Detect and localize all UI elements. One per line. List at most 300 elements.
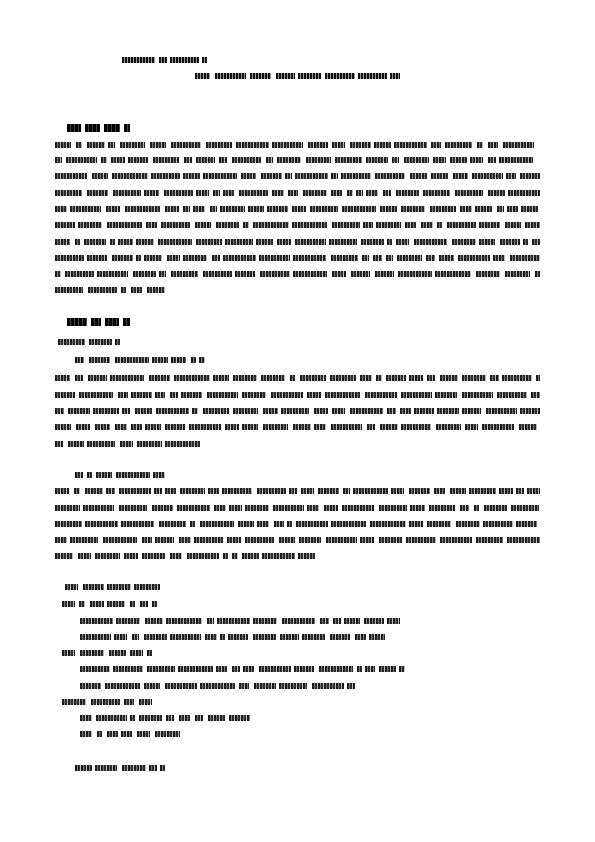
illegible-word — [520, 173, 540, 179]
list-heading-line — [75, 764, 165, 772]
illegible-word — [121, 731, 132, 737]
illegible-word — [87, 142, 105, 148]
illegible-word — [314, 408, 328, 414]
illegible-word — [156, 408, 189, 414]
illegible-word — [213, 190, 220, 196]
section-heading — [67, 317, 130, 327]
illegible-word — [482, 424, 514, 430]
illegible-word — [401, 206, 425, 212]
title-line — [122, 56, 207, 64]
illegible-word — [212, 255, 220, 261]
illegible-word — [183, 173, 200, 179]
illegible-word — [331, 173, 338, 179]
illegible-word — [55, 392, 75, 398]
illegible-word — [210, 206, 217, 212]
illegible-word — [447, 222, 476, 228]
illegible-word — [113, 190, 141, 196]
illegible-word — [144, 683, 160, 689]
illegible-word — [170, 634, 201, 640]
illegible-word — [92, 173, 108, 179]
illegible-word — [341, 173, 371, 179]
illegible-word — [493, 255, 505, 261]
paragraph-line — [55, 254, 540, 262]
illegible-word — [285, 173, 292, 179]
illegible-word — [331, 255, 358, 261]
illegible-word — [84, 239, 106, 245]
illegible-word — [383, 190, 391, 196]
illegible-word — [200, 521, 234, 527]
illegible-word — [130, 650, 143, 656]
illegible-word — [95, 765, 117, 771]
illegible-word — [488, 157, 496, 163]
illegible-word — [68, 441, 84, 447]
illegible-word — [431, 173, 448, 179]
illegible-word — [261, 173, 282, 179]
illegible-word — [507, 206, 518, 212]
paragraph-line — [55, 156, 540, 164]
illegible-word — [257, 488, 286, 494]
illegible-word — [396, 190, 419, 196]
illegible-word — [165, 488, 176, 494]
illegible-word — [78, 222, 102, 228]
illegible-word — [65, 584, 78, 590]
illegible-word — [149, 765, 157, 771]
illegible-word — [88, 287, 117, 293]
illegible-word — [153, 157, 179, 163]
illegible-word — [476, 271, 500, 277]
illegible-word — [203, 271, 232, 277]
illegible-word — [155, 537, 174, 543]
illegible-word — [147, 650, 152, 656]
illegible-word — [472, 173, 503, 179]
illegible-word — [220, 206, 245, 212]
illegible-word — [107, 601, 125, 607]
illegible-word — [87, 472, 92, 478]
illegible-word — [295, 239, 326, 245]
illegible-word — [453, 173, 468, 179]
paragraph-line — [55, 221, 540, 229]
illegible-word — [142, 553, 165, 559]
illegible-word — [462, 375, 486, 381]
illegible-word — [107, 222, 142, 228]
illegible-word — [358, 73, 387, 79]
illegible-word — [405, 222, 416, 228]
illegible-word — [507, 537, 540, 543]
illegible-word — [174, 375, 210, 381]
subheading-line — [75, 356, 205, 364]
illegible-word — [410, 505, 425, 511]
illegible-word — [521, 206, 538, 212]
illegible-word — [183, 206, 190, 212]
illegible-word — [414, 408, 434, 414]
illegible-word — [434, 488, 445, 494]
list-subitem — [80, 617, 400, 625]
illegible-word — [159, 521, 186, 527]
illegible-word — [479, 239, 495, 245]
illegible-word — [277, 157, 301, 163]
paragraph-line — [55, 270, 540, 278]
illegible-word — [355, 634, 366, 640]
illegible-word — [379, 505, 407, 511]
illegible-word — [190, 521, 195, 527]
illegible-word — [271, 392, 303, 398]
illegible-word — [122, 408, 130, 414]
illegible-word — [145, 618, 163, 624]
illegible-word — [122, 765, 146, 771]
illegible-word — [154, 488, 162, 494]
illegible-word — [171, 357, 186, 363]
illegible-word — [391, 488, 404, 494]
paragraph-line — [55, 407, 540, 415]
illegible-word — [298, 73, 321, 79]
illegible-word — [462, 392, 493, 398]
illegible-word — [79, 392, 113, 398]
illegible-word — [155, 392, 165, 398]
illegible-word — [536, 375, 540, 381]
paragraph-line — [55, 423, 540, 431]
illegible-word — [330, 634, 350, 640]
illegible-word — [91, 318, 101, 326]
illegible-word — [91, 699, 120, 705]
illegible-word — [356, 190, 363, 196]
illegible-word — [67, 124, 81, 132]
illegible-word — [144, 634, 167, 640]
illegible-word — [357, 666, 362, 672]
illegible-word — [342, 505, 374, 511]
illegible-word — [67, 318, 87, 326]
illegible-word — [225, 239, 253, 245]
paragraph-line — [55, 374, 540, 382]
paragraph-line — [55, 391, 540, 399]
illegible-word — [272, 142, 303, 148]
illegible-word — [502, 375, 532, 381]
illegible-word — [55, 488, 69, 494]
illegible-word — [525, 222, 540, 228]
illegible-word — [503, 142, 534, 148]
illegible-word — [497, 392, 527, 398]
illegible-word — [375, 173, 405, 179]
illegible-word — [170, 392, 178, 398]
illegible-word — [55, 173, 87, 179]
illegible-word — [106, 488, 115, 494]
illegible-word — [192, 408, 198, 414]
illegible-word — [207, 392, 238, 398]
subtitle-line — [195, 72, 400, 80]
illegible-word — [79, 601, 85, 607]
illegible-word — [205, 634, 217, 640]
illegible-word — [225, 424, 239, 430]
subheading-line — [58, 338, 120, 346]
illegible-word — [107, 731, 118, 737]
illegible-word — [262, 553, 295, 559]
illegible-word — [116, 618, 140, 624]
illegible-word — [505, 222, 521, 228]
illegible-word — [320, 618, 329, 624]
illegible-word — [95, 553, 120, 559]
illegible-word — [300, 375, 326, 381]
illegible-word — [363, 222, 373, 228]
illegible-word — [292, 206, 306, 212]
illegible-word — [80, 666, 110, 672]
illegible-word — [532, 239, 540, 245]
illegible-word — [137, 731, 150, 737]
paragraph-line — [55, 487, 540, 495]
illegible-word — [122, 57, 155, 63]
illegible-word — [136, 239, 154, 245]
illegible-word — [281, 408, 309, 414]
illegible-word — [115, 424, 127, 430]
illegible-word — [78, 553, 91, 559]
illegible-word — [505, 271, 530, 277]
illegible-word — [243, 222, 249, 228]
illegible-word — [253, 222, 289, 228]
illegible-word — [409, 521, 423, 527]
illegible-word — [452, 239, 476, 245]
illegible-word — [470, 157, 483, 163]
illegible-word — [293, 424, 311, 430]
illegible-word — [263, 408, 278, 414]
illegible-word — [364, 618, 384, 624]
illegible-word — [486, 408, 517, 414]
illegible-word — [75, 472, 83, 478]
illegible-word — [520, 408, 540, 414]
illegible-word — [180, 488, 205, 494]
illegible-word — [213, 375, 229, 381]
illegible-word — [319, 666, 353, 672]
illegible-word — [427, 375, 435, 381]
illegible-word — [456, 521, 480, 527]
illegible-word — [335, 157, 362, 163]
illegible-word — [426, 255, 435, 261]
illegible-word — [65, 271, 94, 277]
illegible-word — [110, 375, 144, 381]
subheading-line — [75, 471, 165, 479]
illegible-word — [80, 618, 113, 624]
list-item — [62, 600, 157, 608]
illegible-word — [375, 271, 394, 277]
illegible-word — [219, 157, 227, 163]
illegible-word — [113, 666, 143, 672]
illegible-word — [326, 537, 357, 543]
illegible-word — [516, 488, 524, 494]
illegible-word — [362, 255, 369, 261]
illegible-word — [250, 73, 271, 79]
illegible-word — [196, 157, 215, 163]
illegible-word — [120, 142, 145, 148]
illegible-word — [535, 271, 540, 277]
illegible-word — [273, 505, 304, 511]
illegible-word — [55, 505, 80, 511]
illegible-word — [116, 472, 150, 478]
illegible-word — [164, 190, 193, 196]
illegible-word — [299, 537, 321, 543]
illegible-word — [118, 239, 133, 245]
illegible-word — [107, 584, 131, 590]
illegible-word — [83, 505, 114, 511]
illegible-word — [229, 715, 250, 721]
illegible-word — [75, 765, 92, 771]
illegible-word — [343, 488, 350, 494]
illegible-word — [440, 375, 458, 381]
illegible-word — [256, 239, 273, 245]
illegible-word — [523, 239, 528, 245]
illegible-word — [279, 537, 295, 543]
illegible-word — [239, 683, 249, 689]
illegible-word — [490, 375, 499, 381]
illegible-word — [242, 553, 259, 559]
illegible-word — [125, 206, 160, 212]
illegible-word — [433, 157, 446, 163]
illegible-word — [55, 441, 63, 447]
list-subitem — [80, 665, 405, 673]
list-subitem — [80, 730, 180, 738]
illegible-word — [366, 157, 388, 163]
illegible-word — [288, 190, 298, 196]
illegible-word — [146, 222, 157, 228]
illegible-word — [399, 666, 405, 672]
illegible-word — [484, 505, 507, 511]
illegible-word — [376, 375, 382, 381]
illegible-word — [360, 375, 372, 381]
illegible-word — [329, 239, 357, 245]
illegible-word — [387, 618, 400, 624]
illegible-word — [380, 424, 398, 430]
illegible-word — [133, 271, 156, 277]
illegible-word — [75, 375, 83, 381]
illegible-word — [183, 255, 207, 261]
illegible-word — [366, 190, 378, 196]
illegible-word — [223, 255, 256, 261]
illegible-word — [170, 57, 199, 63]
illegible-word — [179, 537, 191, 543]
illegible-word — [58, 339, 85, 345]
illegible-word — [112, 173, 148, 179]
list-heading-line — [65, 583, 160, 591]
illegible-word — [155, 731, 180, 737]
illegible-word — [331, 424, 362, 430]
illegible-word — [307, 392, 321, 398]
illegible-word — [151, 173, 180, 179]
illegible-word — [469, 488, 496, 494]
paragraph-line — [55, 205, 540, 213]
illegible-word — [159, 271, 166, 277]
illegible-word — [376, 222, 401, 228]
illegible-word — [70, 206, 101, 212]
illegible-word — [145, 424, 161, 430]
illegible-word — [191, 357, 196, 363]
illegible-word — [353, 488, 388, 494]
paragraph-line — [55, 504, 540, 512]
illegible-word — [475, 206, 492, 212]
illegible-word — [365, 392, 397, 398]
illegible-word — [161, 222, 190, 228]
illegible-word — [89, 339, 112, 345]
illegible-word — [260, 271, 290, 277]
illegible-word — [360, 537, 374, 543]
illegible-word — [131, 392, 152, 398]
illegible-word — [66, 157, 97, 163]
illegible-word — [128, 157, 148, 163]
illegible-word — [222, 488, 252, 494]
illegible-word — [147, 666, 175, 672]
illegible-word — [394, 142, 427, 148]
illegible-word — [527, 488, 540, 494]
illegible-word — [499, 157, 533, 163]
illegible-word — [152, 505, 173, 511]
illegible-word — [101, 157, 107, 163]
illegible-word — [55, 271, 61, 277]
illegible-word — [216, 666, 227, 672]
illegible-word — [80, 731, 92, 737]
illegible-word — [55, 424, 71, 430]
illegible-word — [261, 375, 285, 381]
illegible-word — [181, 392, 202, 398]
illegible-word — [274, 521, 284, 527]
illegible-word — [440, 537, 472, 543]
illegible-word — [171, 271, 198, 277]
illegible-word — [248, 206, 264, 212]
illegible-word — [111, 157, 125, 163]
illegible-word — [314, 424, 326, 430]
illegible-word — [206, 142, 232, 148]
paragraph-line — [55, 172, 540, 180]
illegible-word — [132, 634, 139, 640]
illegible-word — [184, 157, 192, 163]
illegible-word — [290, 375, 295, 381]
illegible-word — [235, 271, 255, 277]
illegible-word — [103, 537, 137, 543]
illegible-word — [241, 173, 256, 179]
illegible-word — [379, 666, 396, 672]
illegible-word — [203, 408, 229, 414]
illegible-word — [400, 408, 411, 414]
illegible-word — [266, 157, 273, 163]
illegible-word — [435, 392, 457, 398]
paragraph-line — [55, 520, 540, 528]
illegible-word — [121, 521, 154, 527]
illegible-word — [423, 190, 450, 196]
illegible-word — [55, 255, 84, 261]
illegible-word — [96, 472, 112, 478]
illegible-word — [531, 392, 540, 398]
illegible-word — [367, 424, 375, 430]
illegible-word — [437, 222, 442, 228]
illegible-word — [302, 634, 325, 640]
illegible-word — [114, 634, 127, 640]
paragraph-line — [55, 536, 540, 544]
illegible-word — [119, 488, 151, 494]
illegible-word — [398, 271, 432, 277]
illegible-word — [139, 715, 162, 721]
illegible-word — [414, 239, 447, 245]
illegible-word — [85, 124, 100, 132]
illegible-word — [95, 424, 110, 430]
illegible-word — [280, 634, 299, 640]
illegible-word — [108, 142, 115, 148]
illegible-word — [365, 666, 375, 672]
illegible-word — [477, 142, 483, 148]
illegible-word — [140, 601, 148, 607]
illegible-word — [332, 222, 360, 228]
illegible-word — [196, 190, 209, 196]
illegible-word — [144, 255, 162, 261]
illegible-word — [55, 553, 73, 559]
illegible-word — [295, 173, 328, 179]
illegible-word — [245, 505, 269, 511]
illegible-word — [396, 239, 409, 245]
illegible-word — [62, 601, 75, 607]
illegible-word — [380, 206, 397, 212]
